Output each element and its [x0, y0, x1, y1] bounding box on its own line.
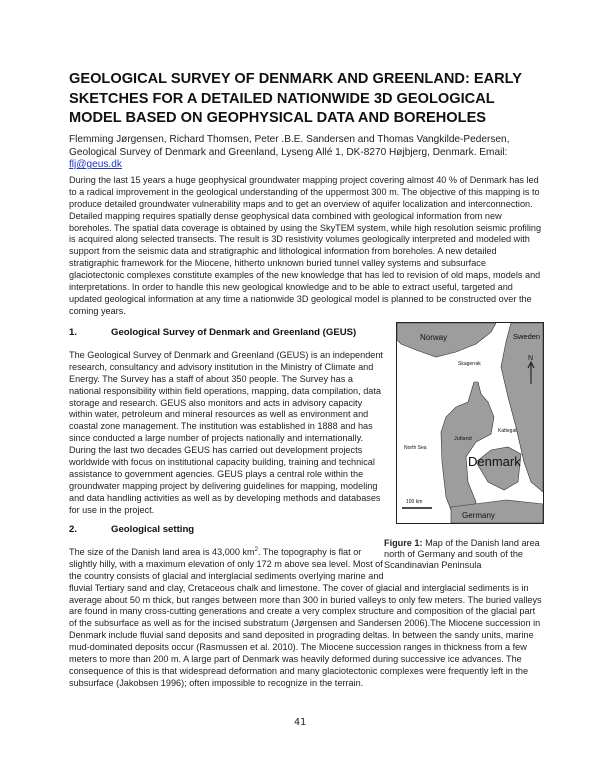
text-line: to a radical improvement in the geological understanding of the uppermost 300 m. The objective of this mapping is to: [69, 186, 540, 197]
text-line: Denmark include fluvial sand deposits and sand deposited in prograding deltas. In between the sandy units, marine: [69, 630, 534, 641]
caption-text: north of Germany and south of the: [384, 549, 523, 559]
paper-title: [69, 70, 522, 129]
text-line: and data handling activities as well as by developing methods and databases: [69, 492, 381, 503]
text-line: stratigraphic framework for the Miocene, hitherto unknown buried tunnel valley systems and subsurface: [69, 258, 486, 269]
page-number: 41: [293, 717, 307, 728]
author-block: [69, 134, 509, 172]
map-label-jutland: Jutland: [454, 436, 472, 442]
text-line: the country consists of glacial and interglacial sediments overlying marine and: [69, 570, 384, 581]
section-title: Geological Survey of Denmark and Greenland (GEUS): [111, 327, 357, 338]
section-1-heading: [69, 327, 356, 338]
text-line: research, consultancy and advisory institution in the Ministry of Climate and: [69, 361, 374, 372]
text-line: worldwide with focus on institutional capacity building, training and technical: [69, 457, 375, 468]
text-line: are found in many cross-cutting generations and create a very complex structure and composition of the glacial part: [69, 606, 536, 617]
text-line: Detailed mapping requires spatially dense geophysical data combined with geological information from new: [69, 210, 502, 221]
text-line: The Geological Survey of Denmark and Greenland (GEUS) is an independent: [69, 350, 383, 360]
text-line: interpretations. In order to handle this new geological knowledge and to be able to extract useful, targeted and: [69, 282, 513, 293]
map-label-norway: Norway: [420, 333, 448, 342]
text-line: updated geological information at any time a nationwide 3D geological model is planned to be constructed over the: [69, 293, 532, 304]
text-line: During the last two decades GEUS has carried out development projects: [69, 445, 363, 456]
map-label-germany: Germany: [462, 511, 495, 520]
text-line: national responsibility within field operations, mapping, data compilation, data: [69, 385, 381, 396]
text-line: produce detailed groundwater vulnerability maps and to get an overview of aquifer localization and interconnection.: [69, 198, 533, 209]
caption-label: Figure 1:: [384, 538, 423, 548]
title-line: MODEL BASED ON GEOPHYSICAL DATA AND BOREHOLES: [69, 110, 487, 126]
text-line: consequence of this is that widespread deformation and many glaciotectonic complexes were frequently left in the: [69, 665, 529, 676]
caption-text: Map of the Danish land area: [422, 538, 540, 548]
text-line: coming years.: [69, 305, 126, 316]
map-scale-label: 100 km: [406, 499, 423, 505]
text: The size of the Danish land area is 43,000 km: [69, 547, 255, 557]
text: . The topography is flat or: [258, 547, 362, 557]
author-names: Flemming Jørgensen, Richard Thomsen, Peter .B.E. Sandersen and Thomas Vangkilde-Pedersen,: [69, 134, 510, 145]
section-number: 2.: [69, 524, 78, 535]
denmark-map-figure: [396, 322, 544, 524]
abstract: [69, 175, 541, 318]
map-label-kattegat: Kattegat: [498, 428, 517, 434]
map-label-denmark: Denmark: [468, 454, 521, 469]
section-2-heading: [69, 524, 194, 535]
text-line: of the subsurface as well as for the incised substratum (Jørgensen and Sandersen 2006).The Miocene succession in: [69, 618, 541, 629]
text-line: slightly hilly, with a maximum elevation of only 172 m above sea level. Most of: [69, 558, 383, 569]
map-label-north-sea: North Sea: [404, 445, 427, 451]
caption-text: Scandinavian Peninsula: [384, 560, 482, 570]
text-line: storage and research. GEUS also monitors and acts in advisory capacity: [69, 397, 363, 408]
text-line: subsurface (Jakobsen 1996); often impossible to recognize in the terrain.: [69, 677, 364, 688]
section-title: Geological setting: [111, 524, 195, 535]
text-line: mud-dominated deposits occur (Rasmussen et al. 2010). The Miocene succession ranges in thickness from a few: [69, 642, 527, 653]
text-line: During the last 15 years a huge geophysical groundwater mapping project covering almost 40 % of Denmark has led: [69, 175, 539, 185]
text-line: since conducted a large number of projects nationally and internationally.: [69, 433, 364, 444]
text-line: average about 50 m thick, but ranges between more than 300 in buried valleys to only few meters. The buried valleys: [69, 594, 542, 605]
text-line: glaciotectonic complexes constitute examples of the new knowledge that has led to revision of old maps, models and: [69, 270, 541, 281]
text-line: meters to more than 200 m. A large part of Denmark was heavily deformed during successive ice advances. The: [69, 654, 522, 665]
text-line: within water, petroleum and mineral resources as well as environment and: [69, 409, 369, 420]
author-affiliation: Geological Survey of Denmark and Greenland, Lyseng Allé 1, DK-8270 Højbjerg, Denmark. Email:: [69, 146, 508, 158]
section-number: 1.: [69, 327, 78, 338]
text-line: boreholes. The spatial data coverage is obtained by using the SkyTEM system, while high resolution seismic profiling: [69, 222, 542, 233]
text-line: Energy. The Survey has a staff of about 350 people. The Survey has a: [69, 373, 353, 384]
map-label-skagerrak: Skagerrak: [458, 361, 481, 367]
text-line: fluvial Tertiary sand and clay, Cretaceous chalk and limestone. The cover of glacial and interglacial sediments is in: [69, 582, 529, 593]
text-line: coastal zone management. The institution was established in 1888 and has: [69, 421, 373, 432]
superscript: 2: [254, 547, 258, 553]
text-line: is acquired along selected transects. The result is 3D resistivity volumes geologically interpreted and modeled with: [69, 234, 530, 245]
figure-1-caption: [384, 538, 540, 571]
text-line: groundwater mapping project by delivering guidelines for mapping, modeling: [69, 480, 378, 491]
text-line: for use in the project.: [69, 504, 155, 515]
text-line: support from the seismic data and stratigraphic and lithological information from boreholes. A new detailed: [69, 246, 497, 257]
text-line: assistance to government agencies. GEUS plays a central role within the: [69, 468, 364, 479]
title-line: SKETCHES FOR A DETAILED NATIONWIDE 3D GEOLOGICAL: [69, 90, 495, 107]
map-label-north: N: [528, 355, 534, 362]
section-1-body: [69, 350, 383, 516]
email-link[interactable]: flj@geus.dk: [69, 159, 122, 171]
title-line: GEOLOGICAL SURVEY OF DENMARK AND GREENLAND: EARLY: [69, 71, 522, 87]
map-label-sweden: Sweden: [513, 332, 541, 341]
